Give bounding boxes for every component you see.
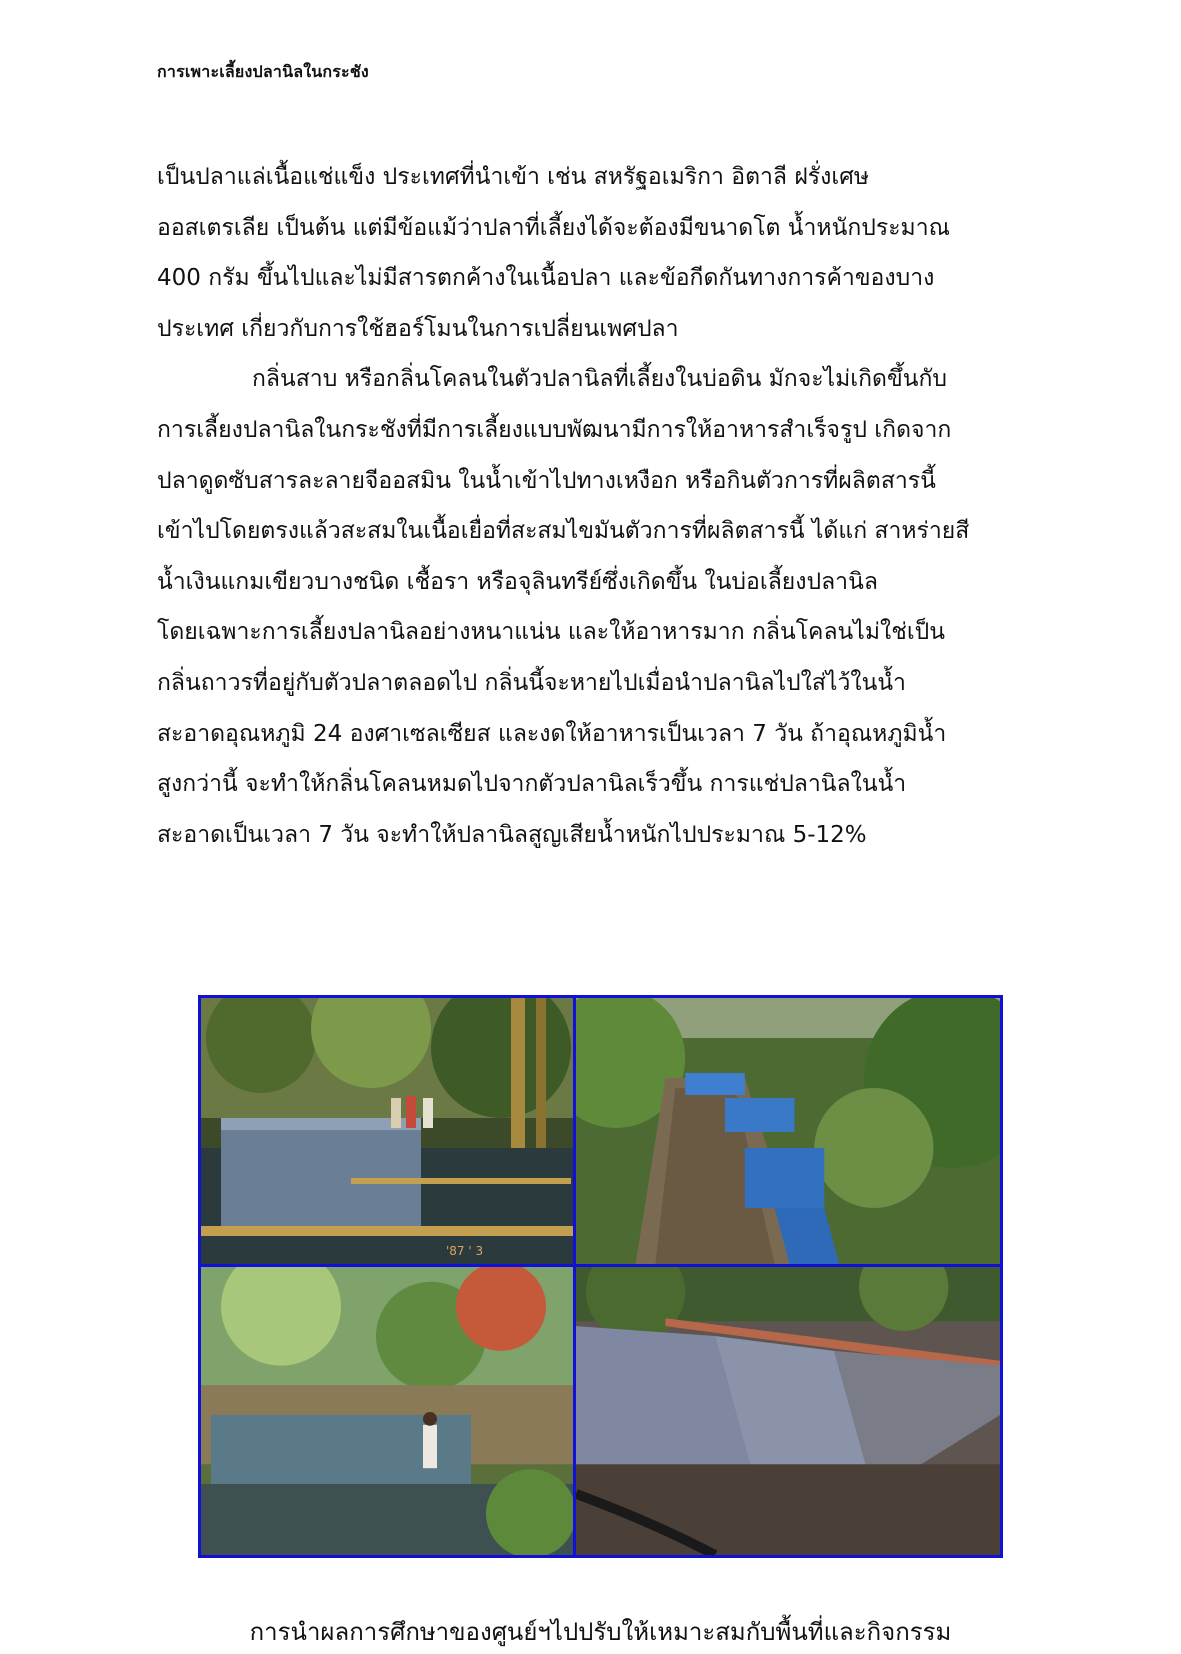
photo-date-stamp: '87 ' 3 bbox=[446, 1244, 484, 1258]
body-text bbox=[157, 152, 1037, 860]
paragraph-line: ประเทศ เกี่ยวกับการใช้ฮอร์โมนในการเปลี่ยนเพศปลา bbox=[157, 315, 679, 342]
photo-cages-bamboo-walkway bbox=[201, 998, 573, 1264]
paragraph-line: สูงกว่านี้ จะทำให้กลิ่นโคลนหมดไปจากตัวปลานิลเร็วขึ้น การแช่ปลานิลในน้ำ bbox=[157, 771, 907, 798]
paragraph-line: สะอาดเป็นเวลา 7 วัน จะทำให้ปลานิลสูญเสียน้ำหนักไปประมาณ 5-12% bbox=[157, 821, 867, 848]
paragraph-line: เข้าไปโดยตรงแล้วสะสมในเนื้อเยื่อที่สะสมไขมันตัวการที่ผลิตสารนี้ ได้แก่ สาหร่ายสี bbox=[157, 518, 970, 545]
figure-caption: การนำผลการศึกษาของศูนย์ฯไปปรับให้เหมาะสมกับพื้นที่และกิจกรรม bbox=[249, 1618, 952, 1646]
paragraph-line: กลิ่นถาวรที่อยู่กับตัวปลาตลอดไป กลิ่นนี้จะหายไปเมื่อนำปลานิลไปใส่ไว้ในน้ำ bbox=[157, 669, 906, 696]
paragraph-line: โดยเฉพาะการเลี้ยงปลานิลอย่างหนาแน่น และให้อาหารมาก กลิ่นโคลนไม่ใช่เป็น bbox=[157, 619, 946, 646]
paragraph-line: การเลี้ยงปลานิลในกระชังที่มีการเลี้ยงแบบพัฒนามีการให้อาหารสำเร็จรูป เกิดจาก bbox=[157, 416, 952, 443]
photo-net-enclosures-walkway bbox=[576, 1267, 1000, 1555]
paragraph-line: สะอาดอุณหภูมิ 24 องศาเซลเซียส และงดให้อาหารเป็นเวลา 7 วัน ถ้าอุณหภูมิน้ำ bbox=[157, 720, 947, 747]
paragraph-line: ออสเตรเลีย เป็นต้น แต่มีข้อแม้ว่าปลาที่เลี้ยงได้จะต้องมีขนาดโต น้ำหนักประมาณ bbox=[157, 214, 950, 241]
photo-pond-worker bbox=[201, 1267, 573, 1555]
paragraph-line: ปลาดูดซับสารละลายจีออสมิน ในน้ำเข้าไปทางเหงือก หรือกินตัวการที่ผลิตสารนี้ bbox=[157, 467, 936, 494]
paragraph-line-indented: กลิ่นสาบ หรือกลิ่นโคลนในตัวปลานิลที่เลี้ยงในบ่อดิน มักจะไม่เกิดขึ้นกับ bbox=[252, 366, 947, 393]
paragraph-line: 400 กรัม ขึ้นไปและไม่มีสารตกค้างในเนื้อปลา และข้อกีดกันทางการค้าของบาง bbox=[157, 265, 935, 292]
photo-grid bbox=[198, 995, 1003, 1558]
photo-canal-blue-cages bbox=[576, 998, 1000, 1264]
paragraph-line: น้ำเงินแกมเขียวบางชนิด เชื้อรา หรือจุลินทรีย์ซึ่งเกิดขึ้น ในบ่อเลี้ยงปลานิล bbox=[157, 568, 878, 595]
running-header: การเพาะเลี้ยงปลานิลในกระชัง bbox=[157, 62, 369, 81]
paragraph-line: เป็นปลาแล่เนื้อแช่แข็ง ประเทศที่นำเข้า เช่น สหรัฐอเมริกา อิตาลี ฝรั่งเศษ bbox=[157, 164, 870, 190]
